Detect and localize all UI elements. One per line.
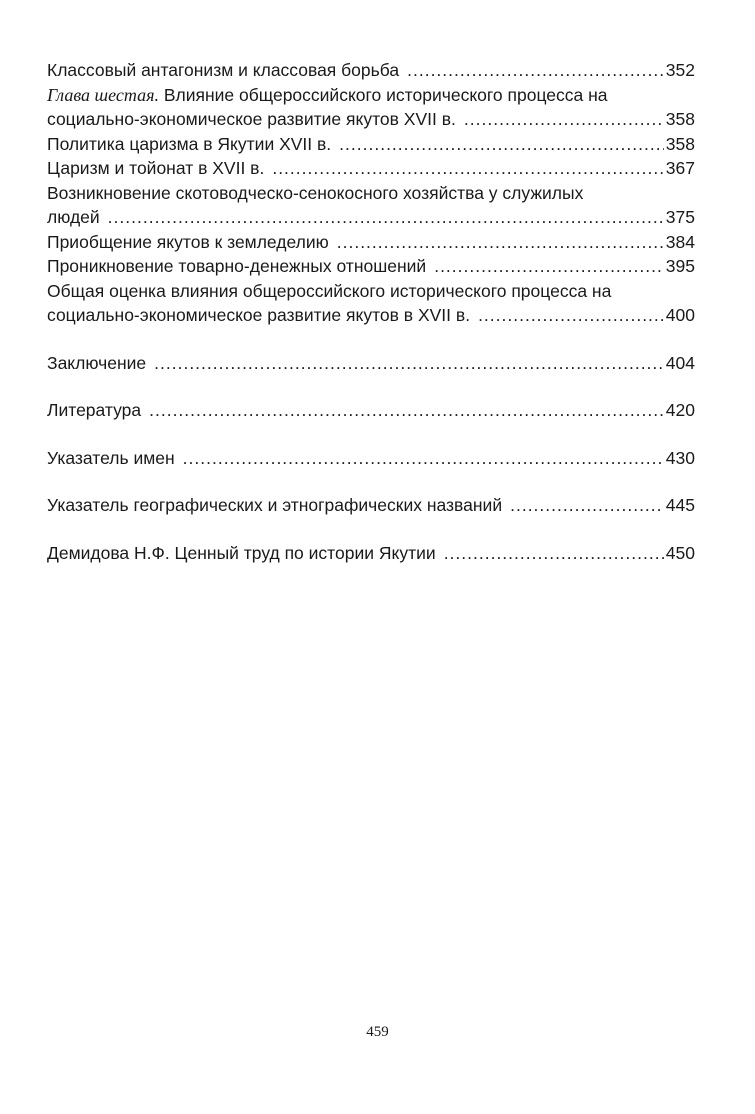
dot-leader <box>407 58 664 83</box>
toc-page-number: 450 <box>665 542 695 563</box>
toc-entry[interactable] <box>47 398 695 423</box>
toc-entry-title: Указатель географических и этнографических названий <box>47 495 503 515</box>
dot-leader <box>444 541 664 566</box>
dot-leader <box>464 107 664 132</box>
toc-entry[interactable] <box>47 230 695 255</box>
toc-page-number: 352 <box>665 60 695 80</box>
toc-entry[interactable] <box>47 58 695 83</box>
toc-entry-title: Приобщение якутов к земледелию <box>47 231 329 252</box>
toc-page-number: 400 <box>665 305 695 325</box>
toc-entry-title: социально-экономическое развитие якутов XVII в. <box>47 109 456 129</box>
toc-page-number: 404 <box>665 352 695 373</box>
toc-entry[interactable] <box>47 254 695 279</box>
dot-leader <box>272 156 663 181</box>
toc-page-number: 367 <box>665 158 695 178</box>
toc-entry-title: Царизм и тойонат в XVII в. <box>47 158 265 178</box>
toc-entry[interactable] <box>47 351 695 376</box>
toc-page-number: 420 <box>665 400 695 420</box>
dot-leader <box>339 132 664 157</box>
page-number: 459 <box>366 1024 389 1040</box>
dot-leader <box>183 446 664 471</box>
toc-entry[interactable] <box>47 279 695 328</box>
dot-leader <box>337 230 664 255</box>
toc-entry-title: Общая оценка влияния общероссийского исторического процесса на <box>47 280 612 301</box>
toc-entry-title: Заключение <box>47 352 147 373</box>
dot-leader <box>510 493 664 518</box>
toc-entry[interactable] <box>47 446 695 471</box>
toc-page-number: 430 <box>665 447 695 468</box>
toc-entry[interactable] <box>47 156 695 181</box>
toc-page-number: 384 <box>665 231 695 252</box>
toc-page-number: 358 <box>665 109 695 129</box>
toc-entry-title: Проникновение товарно-денежных отношений <box>47 256 427 276</box>
toc-entry[interactable] <box>47 83 695 132</box>
dot-leader <box>434 254 664 279</box>
toc-entry-title: социально-экономическое развитие якутов в XVII в. <box>47 305 471 325</box>
toc-entry[interactable] <box>47 493 695 518</box>
toc-page-number: 445 <box>665 495 695 515</box>
toc-entry-title: Демидова Н.Ф. Ценный труд по истории Якутии <box>47 542 436 563</box>
toc-entry-title: Указатель имен <box>47 447 175 468</box>
toc-entry[interactable] <box>47 181 695 230</box>
dot-leader <box>149 398 664 423</box>
toc-entry-title: Политика царизма в Якутии XVII в. <box>47 133 332 154</box>
dot-leader <box>154 351 664 376</box>
toc-entry-title: людей <box>47 207 100 227</box>
toc-entry-title: Классовый антагонизм и классовая борьба <box>47 60 400 80</box>
toc-entry-title: Возникновение скотоводческо-сенокосного хозяйства у служилых <box>47 182 584 203</box>
table-of-contents <box>47 58 695 565</box>
chapter-label: Глава шестая. <box>47 84 159 105</box>
toc-entry[interactable] <box>47 541 695 566</box>
toc-entry-title: Влияние общероссийского исторического процесса на <box>158 84 608 105</box>
toc-page-number: 375 <box>665 207 695 227</box>
dot-leader <box>108 205 664 230</box>
toc-page-number: 358 <box>665 133 695 154</box>
dot-leader <box>478 303 664 328</box>
toc-page-number: 395 <box>665 256 695 276</box>
toc-entry[interactable] <box>47 132 695 157</box>
toc-entry-title: Литература <box>47 400 142 420</box>
